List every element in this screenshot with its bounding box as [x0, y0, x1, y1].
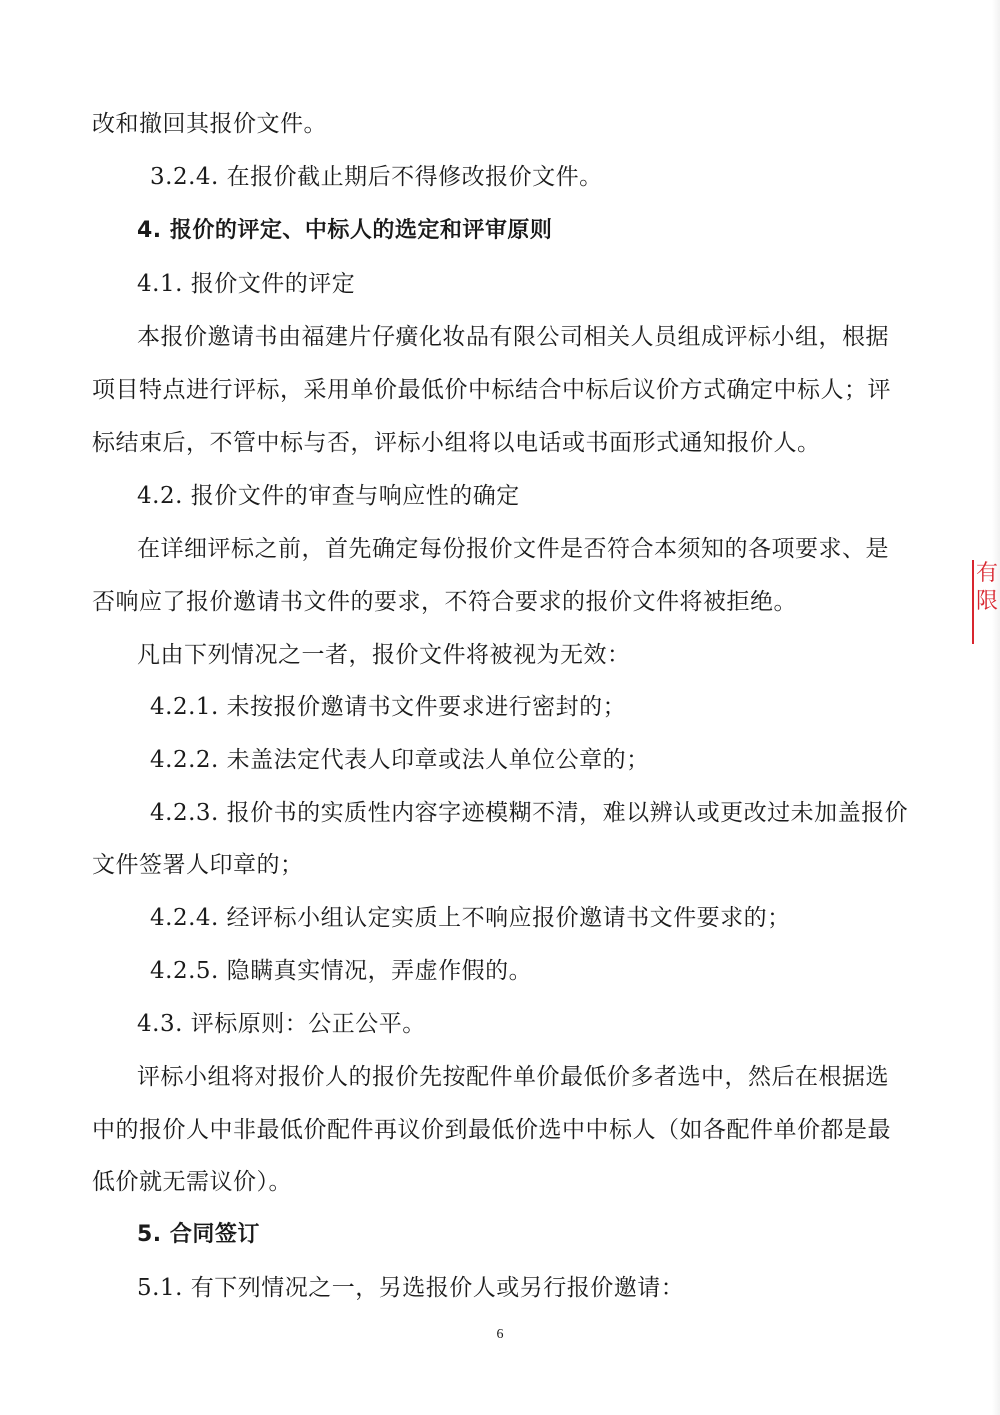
seal-stamp	[972, 560, 1000, 644]
page-edge-shadow	[992, 0, 1000, 1415]
subsection-heading: 4.1. 报价文件的评定	[137, 271, 356, 297]
text-line: 评标小组将对报价人的报价先按配件单价最低价多者选中，然后在根据选	[137, 1064, 889, 1090]
text-line: 凡由下列情况之一者，报价文件将被视为无效：	[137, 642, 631, 668]
text-line: 文件签署人印章的；	[92, 852, 304, 878]
list-item: 4.2.4. 经评标小组认定实质上不响应报价邀请书文件要求的；	[150, 905, 791, 931]
text-line: 3.2.4. 在报价截止期后不得修改报价文件。	[150, 164, 603, 190]
subsection-heading: 4.3. 评标原则：公正公平。	[137, 1011, 426, 1037]
text-line: 项目特点进行评标，采用单价最低价中标结合中标后议价方式确定中标人；评	[92, 377, 891, 403]
text-line: 在详细评标之前，首先确定每份报价文件是否符合本须知的各项要求、是	[137, 536, 889, 562]
list-item: 4.2.3. 报价书的实质性内容字迹模糊不清，难以辨认或更改过未加盖报价	[150, 800, 909, 826]
subsection-heading: 5.1. 有下列情况之一，另选报价人或另行报价邀请：	[137, 1275, 685, 1301]
text-line: 否响应了报价邀请书文件的要求，不符合要求的报价文件将被拒绝。	[92, 589, 797, 615]
list-item: 4.2.5. 隐瞒真实情况，弄虚作假的。	[150, 958, 533, 984]
list-item: 4.2.2. 未盖法定代表人印章或法人单位公章的；	[150, 747, 650, 773]
list-item: 4.2.1. 未按报价邀请书文件要求进行密封的；	[150, 694, 627, 720]
page-number: 6	[496, 1327, 504, 1342]
text-line: 本报价邀请书由福建片仔癀化妆品有限公司相关人员组成评标小组，根据	[137, 324, 889, 350]
text-line: 低价就无需议价）。	[92, 1169, 292, 1195]
section-heading: 4. 报价的评定、中标人的选定和评审原则	[137, 218, 553, 243]
seal-char: 有	[975, 561, 998, 586]
section-heading: 5. 合同签订	[137, 1222, 260, 1247]
text-line: 改和撤回其报价文件。	[92, 111, 327, 137]
subsection-heading: 4.2. 报价文件的审查与响应性的确定	[137, 483, 520, 509]
text-line: 标结束后，不管中标与否，评标小组将以电话或书面形式通知报价人。	[92, 430, 821, 456]
seal-char: 限	[975, 589, 998, 614]
text-line: 中的报价人中非最低价配件再议价到最低价选中中标人（如各配件单价都是最	[92, 1117, 891, 1143]
